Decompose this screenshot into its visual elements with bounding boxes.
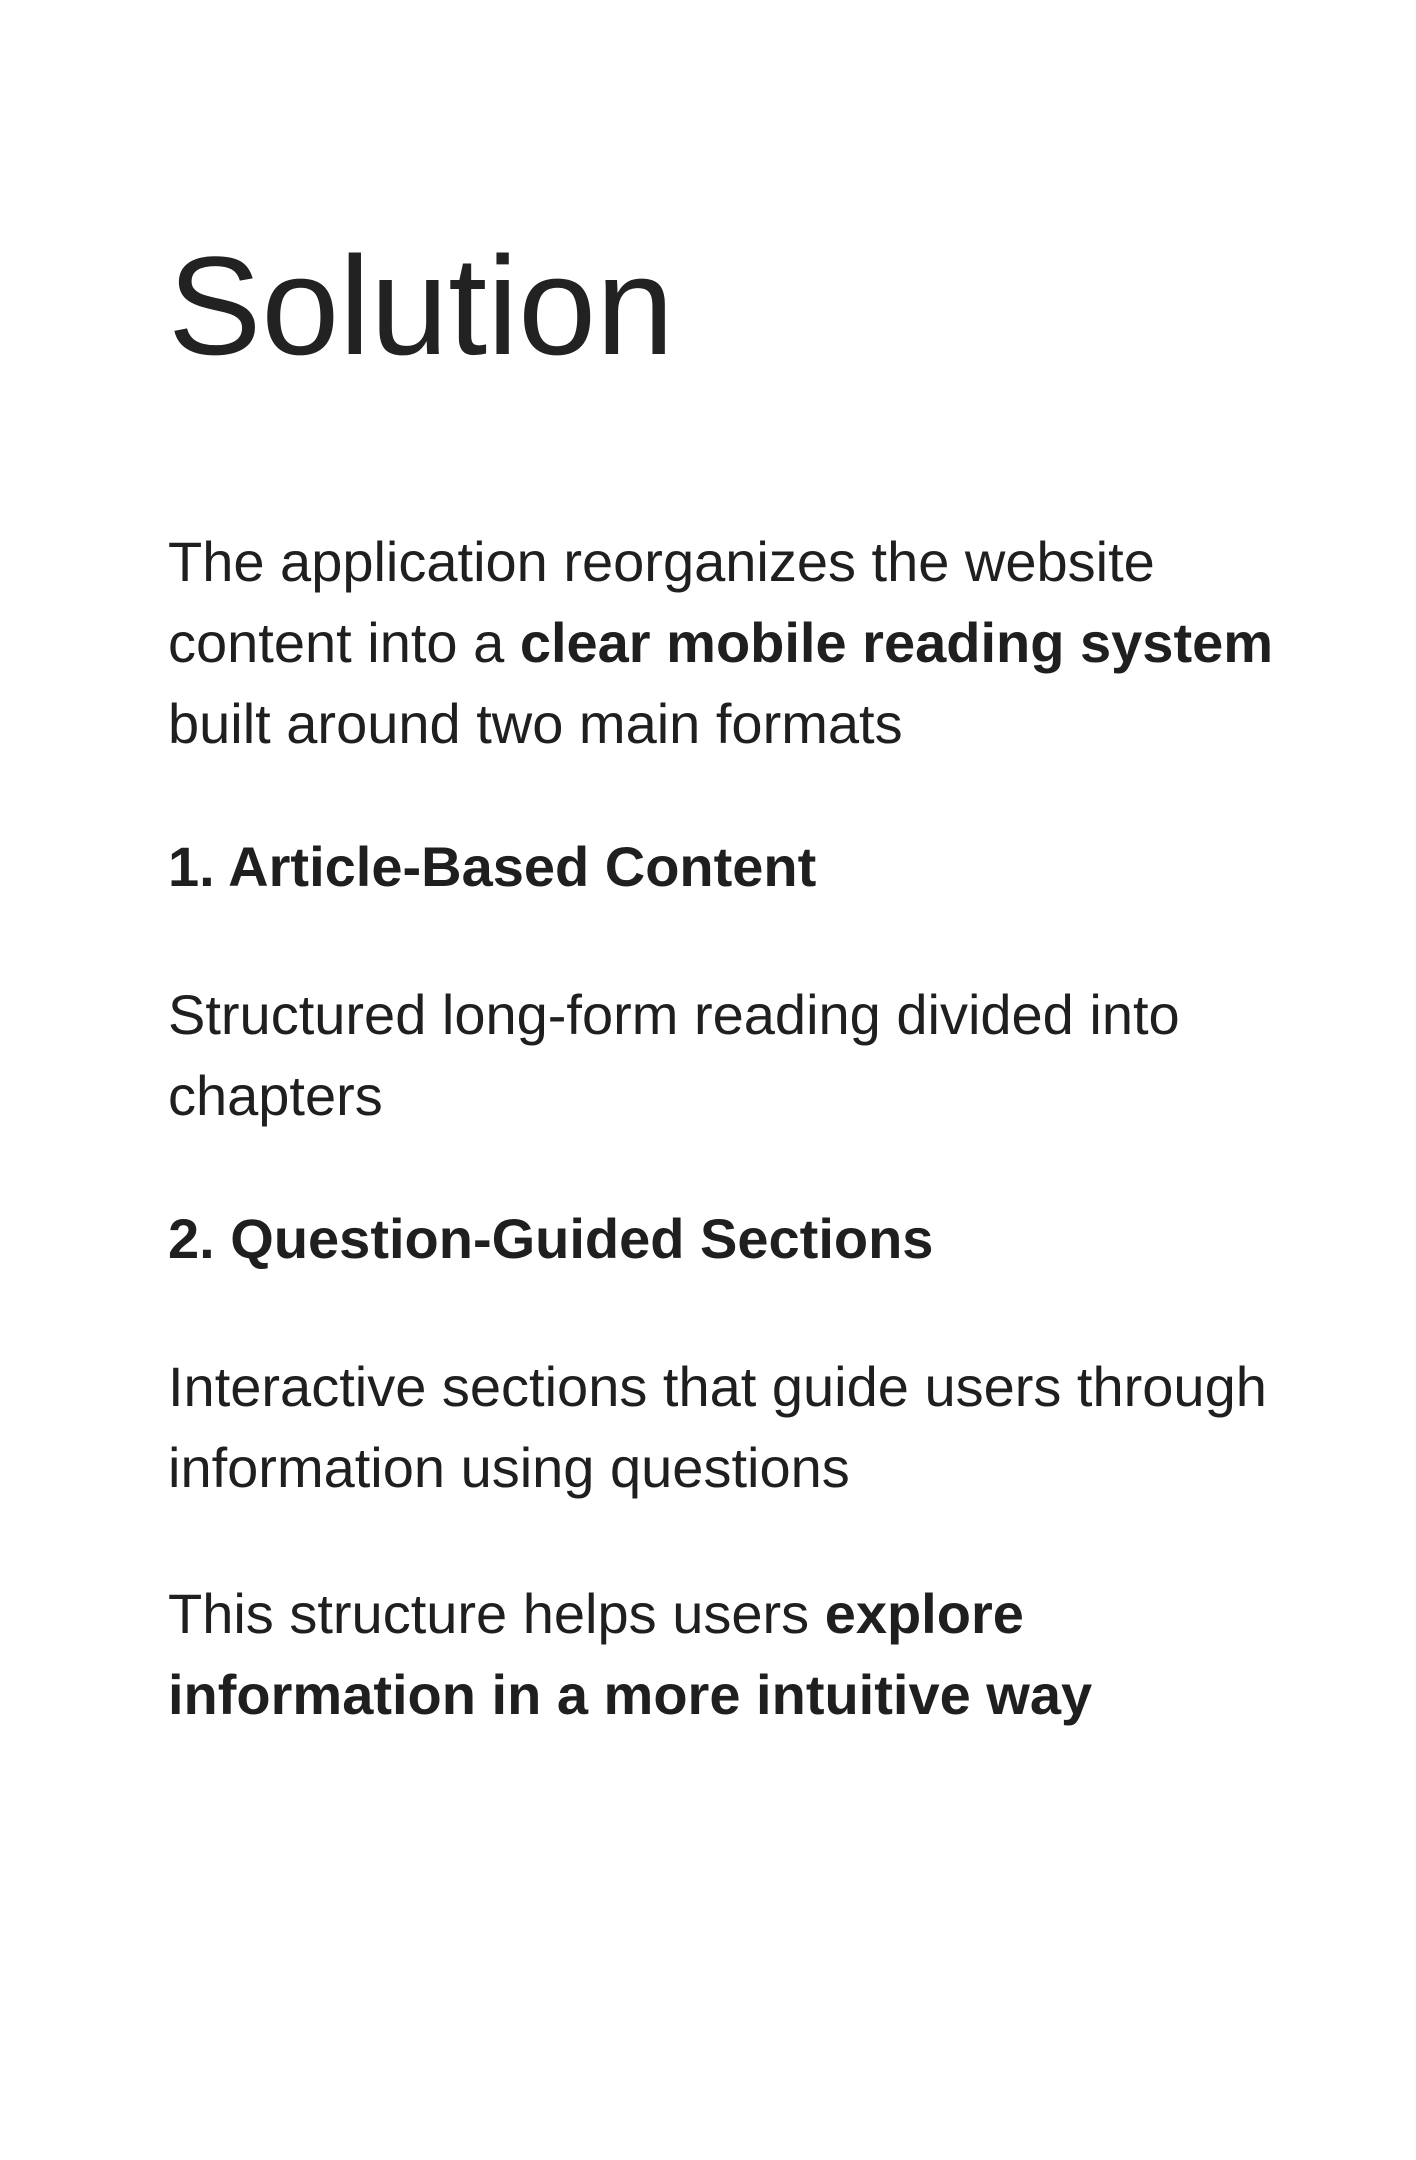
conclusion-line-1 bbox=[168, 1573, 1348, 1654]
format-description-question bbox=[168, 1346, 1348, 1508]
page-title: Solution bbox=[168, 227, 674, 384]
format-heading-question: 2. Question-Guided Sections bbox=[168, 1207, 934, 1270]
format-heading-article: 1. Article-Based Content bbox=[168, 835, 817, 898]
intro-line-2 bbox=[168, 602, 1348, 683]
format-description-question-line-1: Interactive sections that guide users through bbox=[168, 1355, 1267, 1418]
conclusion-paragraph bbox=[168, 1573, 1348, 1735]
intro-paragraph bbox=[168, 521, 1348, 764]
conclusion-line-2 bbox=[168, 1654, 1348, 1735]
format-description-article bbox=[168, 974, 1348, 1136]
intro-line-3: built around two main formats bbox=[168, 692, 903, 755]
conclusion-emphasis-2: information in a more intuitive way bbox=[168, 1663, 1093, 1726]
intro-line-2-text: content into a bbox=[168, 611, 520, 674]
intro-emphasis: clear mobile reading system bbox=[519, 611, 1274, 674]
format-description-question-line-2: information using questions bbox=[168, 1436, 850, 1499]
intro-line-1: The application reorganizes the website bbox=[168, 530, 1155, 593]
conclusion-line-1-text: This structure helps users bbox=[168, 1582, 825, 1645]
conclusion-emphasis-1: explore bbox=[824, 1582, 1024, 1645]
format-description-article-line-2: chapters bbox=[168, 1064, 383, 1127]
format-description-article-line-1: Structured long-form reading divided into bbox=[168, 983, 1180, 1046]
